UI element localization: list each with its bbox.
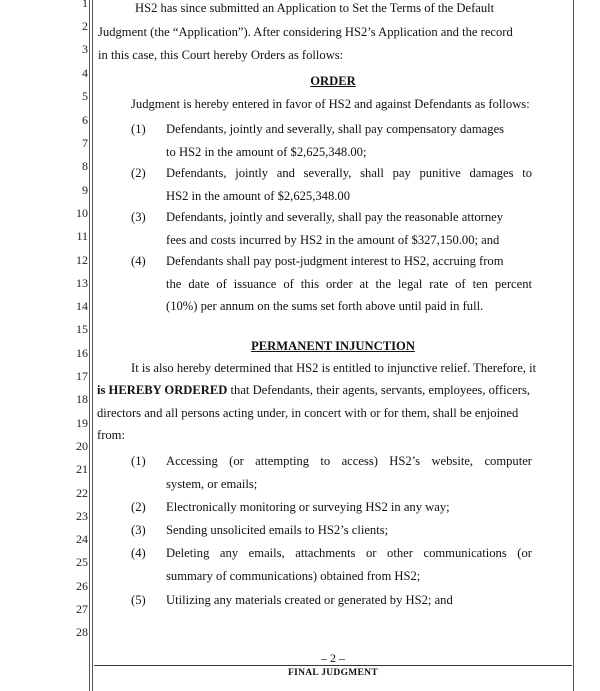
injunction-item-4-num: (4) [131,546,146,560]
footer-rule [94,665,572,666]
order-item-1-line-2: to HS2 in the amount of $2,625,348.00; [166,145,367,159]
line-number: 4 [82,66,88,80]
footer-title: FINAL JUDGMENT [288,668,378,678]
intro-line-3: in this case, this Court hereby Orders as follows: [98,48,344,62]
order-item-3-line-2: fees and costs incurred by HS2 in the amount of $327,150.00; and [166,233,500,247]
order-item-2-num: (2) [131,166,146,180]
order-item-4-num: (4) [131,254,146,268]
order-item-1-line-1: Defendants, jointly and severally, shall pay compensatory damages [166,122,505,136]
line-number: 9 [82,183,88,197]
line-number: 3 [82,42,88,56]
injunction-item-4-line-1: Deleting any emails, attachments or other communications (or [166,546,532,560]
line-number: 15 [76,322,88,336]
hereby-ordered-bold: is HEREBY ORDERED [97,383,228,397]
line-number: 18 [76,392,88,406]
injunction-line-3: directors and all persons acting under, in concert with or for them, shall be enjoined [97,406,519,420]
injunction-item-2-num: (2) [131,500,146,514]
injunction-item-1-line-1: Accessing (or attempting to access) HS2’s website, computer [166,454,532,468]
line-number: 19 [76,416,88,430]
line-number: 17 [76,369,88,383]
line-number: 7 [82,136,88,150]
order-item-4-line-2: the date of issuance of this order at the legal rate of ten percent [166,277,532,291]
injunction-item-5-line-1: Utilizing any materials created or generated by HS2; and [166,593,453,607]
injunction-heading: PERMANENT INJUNCTION [251,339,415,353]
injunction-line-2-rest: that Defendants, their agents, servants, employees, officers, [227,383,531,397]
line-number: 12 [76,253,88,267]
line-number: 14 [76,299,88,313]
injunction-line-4: from: [97,428,125,442]
line-number: 20 [76,439,88,453]
line-number: 26 [76,579,88,593]
injunction-item-1-num: (1) [131,454,146,468]
line-number: 8 [82,159,88,173]
order-item-4-line-3: (10%) per annum on the sums set forth above until paid in full. [166,299,484,313]
order-item-2-line-2: HS2 in the amount of $2,625,348.00 [166,189,350,203]
left-margin-rule [89,0,90,691]
injunction-item-5-num: (5) [131,593,146,607]
line-number: 10 [76,206,88,220]
line-number: 25 [76,555,88,569]
order-item-2-line-1: Defendants, jointly and severally, shall pay punitive damages to [166,166,532,180]
line-number: 23 [76,509,88,523]
injunction-item-4-line-2: summary of communications) obtained from HS2; [166,569,421,583]
line-number: 11 [76,229,88,243]
order-heading: ORDER [310,74,356,88]
order-item-4-line-1: Defendants shall pay post-judgment interest to HS2, accruing from [166,254,504,268]
line-number: 1 [82,0,88,10]
order-item-1-num: (1) [131,122,146,136]
order-lead: Judgment is hereby entered in favor of HS2 and against Defendants as follows: [131,97,530,111]
line-number: 22 [76,486,88,500]
line-number: 21 [76,462,88,476]
line-number: 2 [82,19,88,33]
intro-line-1: HS2 has since submitted an Application to Set the Terms of the Default [135,1,495,15]
line-number: 27 [76,602,88,616]
injunction-item-3-line-1: Sending unsolicited emails to HS2’s clients; [166,523,389,537]
order-item-3-line-1: Defendants, jointly and severally, shall pay the reasonable attorney [166,210,503,224]
line-number: 5 [82,89,88,103]
intro-line-2: Judgment (the “Application”). After considering HS2’s Application and the record [98,25,513,39]
footer-page-number: – 2 – [321,651,345,665]
order-item-3-num: (3) [131,210,146,224]
line-number: 6 [82,113,88,127]
line-number: 28 [76,625,88,639]
injunction-item-1-line-2: system, or emails; [166,477,258,491]
injunction-item-2-line-1: Electronically monitoring or surveying HS2 in any way; [166,500,450,514]
right-margin-rule [573,0,574,691]
injunction-item-3-num: (3) [131,523,146,537]
injunction-line-1: It is also hereby determined that HS2 is entitled to injunctive relief. Therefore, it [131,361,537,375]
left-margin-rule-inner [92,0,93,691]
line-number: 16 [76,346,88,360]
line-number: 24 [76,532,88,546]
injunction-line-2 [97,383,530,398]
line-number: 13 [76,276,88,290]
